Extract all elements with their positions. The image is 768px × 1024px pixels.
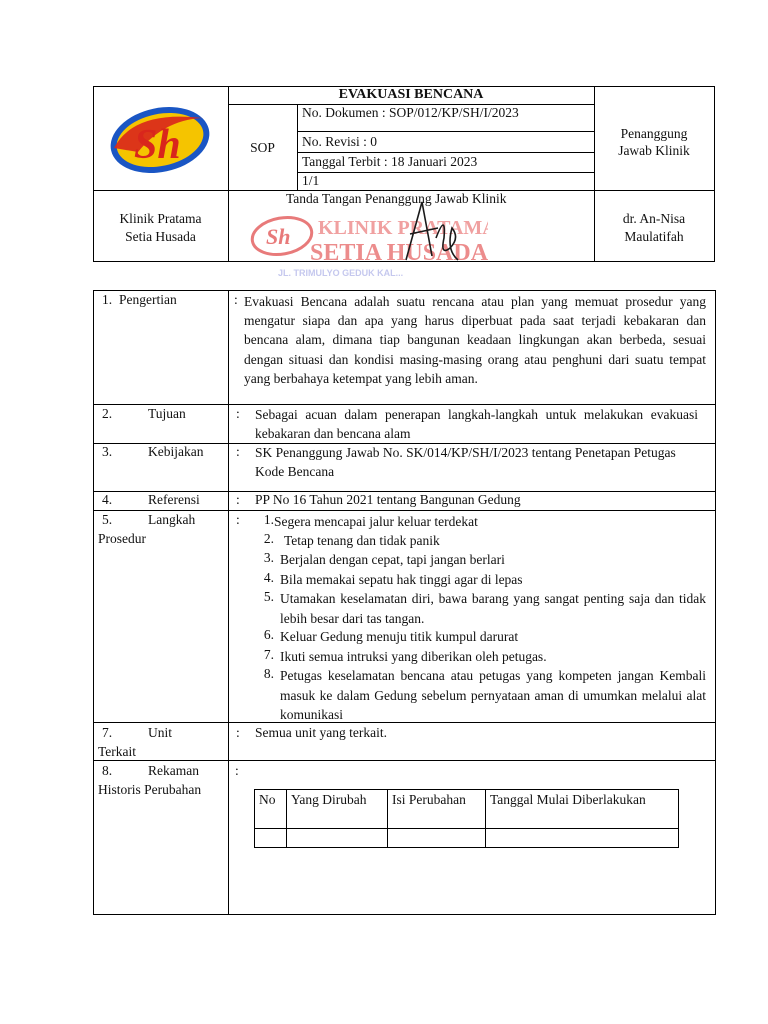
row-3-separator: : [236,444,240,459]
svg-text:JL. TRIMULYO GEDUK KAL...: JL. TRIMULYO GEDUK KAL... [278,268,404,278]
row-7-label-a: Unit [148,725,173,740]
column-header-content: Isi Perubahan [388,790,486,829]
issue-date: Tanggal Terbit : 18 Januari 2023 [302,154,478,169]
column-header-effective-date: Tanggal Mulai Diberlakukan [486,790,679,829]
svg-text:Sh: Sh [266,224,291,249]
svg-text:KLINIK PRATAMA: KLINIK PRATAMA [318,217,488,239]
table-cell [486,829,679,848]
row-7-separator: : [236,725,240,740]
table-cell [388,829,486,848]
policy-text: SK Penanggung Jawab No. SK/014/KP/SH/I/2023 tentang Penetapan Petugas Kode Bencana [255,445,676,479]
row-4-separator: : [236,492,240,507]
row-3-number: 3. [102,444,113,459]
row-8-separator: : [235,763,239,778]
row-5-label-a: Langkah [148,512,196,527]
sop-label: SOP [250,140,275,155]
related-unit-text: Semua unit yang terkait. [255,725,387,740]
definition-text: Evakuasi Bencana adalah suatu rencana atau plan yang memuat prosedur yang mengatur siapa dan apa yang harus diperbuat pada saat terjadi kebakaran dan bencana alam, dimana tiap bangunan keadaan lingkungan akan berbeda, sesuai dengan situasi dan kondisi masing-masing orang atau penghuni dari suatu tempat yang berbahaya ketempat yang lebih aman. [244,294,706,386]
responsible-label: Penanggung Jawab Klinik [618,126,690,158]
page-count: 1/1 [302,173,320,188]
row-4-label: Referensi [148,492,200,507]
row-7-number: 7. [102,725,113,740]
row-8-label-b: Historis Perubahan [98,782,202,797]
table-cell [287,829,388,848]
svg-text:SETIA HUSADA: SETIA HUSADA [310,240,488,266]
row-8-number: 8. [102,763,113,778]
table-cell [255,829,287,848]
row-1-label: Pengertian [119,292,177,307]
row-4-number: 4. [102,492,113,507]
revision-number: No. Revisi : 0 [302,134,378,149]
table-header-row [255,790,679,829]
row-5-number: 5. [102,512,113,527]
reference-text: PP No 16 Tahun 2021 tentang Bangunan Gedung [255,492,521,507]
procedure-steps: 1. Segera mencapai jalur keluar terdekat 2. Tetap tenang dan tidak panik 3. Berjalan dengan cepat, tapi jangan berlari 4. Bila memakai sepatu hak tinggi agar di lepas 5. Utamakan keselamatan diri, bawa barang yang sangat penting saja dan tidak lebih besar dari tas tangan. 6. Keluar Gedung menuju titik kumpul darurat 7. Ikuti semua intruksi yang diberikan oleh petugas. 8. Petugas keselamatan bencana atau petugas yang kompeten jangan Kembali masuk ke dalam Gedung sebelum pernyataan aman di umumkan melalui alat komunikasi [263,512,706,722]
column-header-no: No [255,790,287,829]
purpose-text: Sebagai acuan dalam penerapan langkah-langkah untuk melakukan evakuasi kebakaran dan bencana alam [255,407,698,441]
row-7-label-b: Terkait [98,744,137,759]
document-title: EVAKUASI BENCANA [338,87,484,102]
row-2-separator: : [236,406,240,421]
table-row [255,829,679,848]
row-5-label-b: Prosedur [98,531,146,546]
row-3-label: Kebijakan [148,444,204,459]
doctor-name: dr. An-Nisa Maulatifah [622,211,686,244]
change-history-table [254,789,679,848]
row-1-separator: : [234,292,238,307]
row-1-number: 1. [102,292,113,307]
column-header-changed: Yang Dirubah [287,790,388,829]
signature-image [392,198,472,266]
clinic-name: Klinik Pratama Setia Husada [119,211,202,244]
clinic-logo [104,100,216,182]
row-2-label: Tujuan [148,406,186,421]
document-number: No. Dokumen : SOP/012/KP/SH/I/2023 [302,105,519,120]
row-8-label-a: Rekaman [148,763,199,778]
row-2-number: 2. [102,406,113,421]
row-5-separator: : [236,512,240,527]
signature-label: Tanda Tangan Penanggung Jawab Klinik [286,191,507,206]
svg-text:Sh: Sh [134,122,181,168]
